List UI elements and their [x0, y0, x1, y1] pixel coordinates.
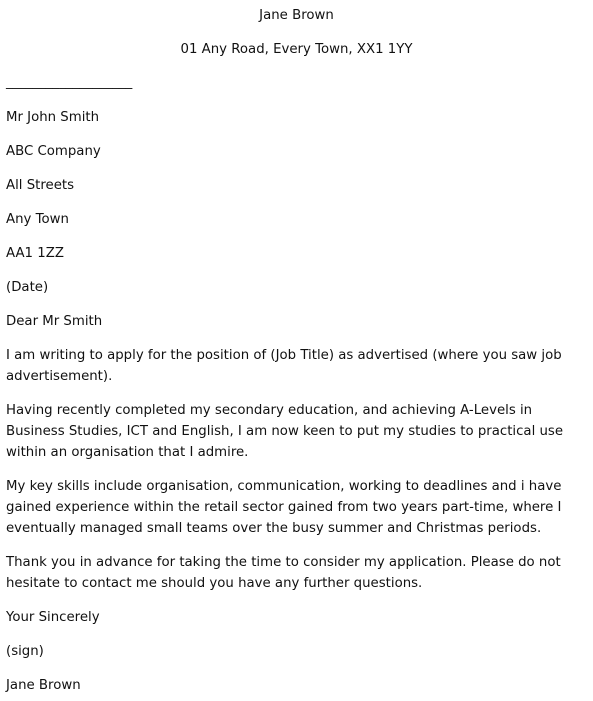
recipient-postcode: AA1 1ZZ — [6, 246, 64, 261]
signature: (sign) — [6, 644, 44, 659]
paragraph-3: My key skills include organisation, communication, working to deadlines and i have gained experience within the retail sector gained from two years part-time, where I eventually managed small teams over the busy summer and Christmas periods. — [6, 479, 562, 536]
paragraph-4: Thank you in advance for taking the time to consider my application. Please do not hesitate to contact me should you have any further questions. — [6, 555, 561, 591]
recipient-street: All Streets — [6, 178, 75, 193]
separator-rule: ___________________ — [6, 75, 133, 90]
sender-name: Jane Brown — [259, 8, 334, 23]
salutation: Dear Mr Smith — [6, 314, 103, 329]
recipient-town: Any Town — [6, 212, 69, 227]
closing: Your Sincerely — [6, 610, 100, 625]
recipient-company: ABC Company — [6, 144, 101, 159]
letter-date: (Date) — [6, 280, 49, 295]
paragraph-1: I am writing to apply for the position of (Job Title) as advertised (where you saw job advertisement). — [6, 348, 562, 384]
recipient-name: Mr John Smith — [6, 110, 100, 125]
sender-address: 01 Any Road, Every Town, XX1 1YY — [180, 42, 413, 57]
paragraph-2: Having recently completed my secondary education, and achieving A-Levels in Business Studies, ICT and English, I am now keen to put my studies to practical use within an organisation that I admire. — [6, 403, 564, 460]
signoff-name: Jane Brown — [6, 678, 81, 693]
